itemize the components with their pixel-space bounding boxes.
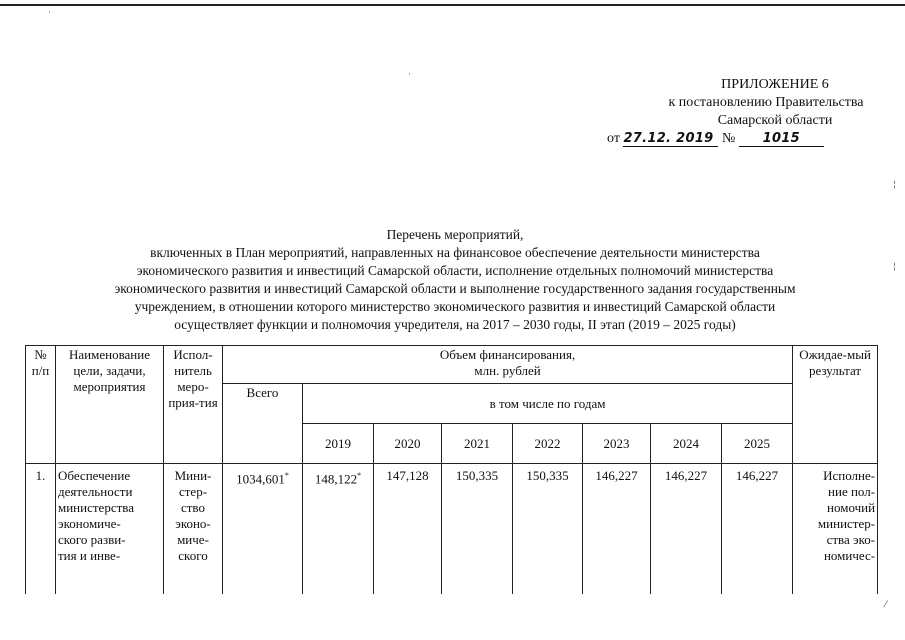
scan-speck: · (408, 70, 411, 80)
row-year-value: 146,227 (651, 464, 722, 594)
date-field (623, 131, 718, 147)
row-executor-line: стер- (178, 484, 208, 499)
header-year: 2020 (374, 424, 442, 464)
row-year-value: 146,227 (722, 464, 793, 594)
header-year: 2021 (442, 424, 513, 464)
row-executor-line: ство (180, 500, 205, 515)
header-year: 2023 (583, 424, 651, 464)
row-result-line: Исполне- (823, 468, 876, 483)
row-result-line: ства эко- (826, 532, 876, 547)
header-funding (223, 346, 793, 384)
row-result-line: ние пол- (828, 484, 876, 499)
table-row (26, 464, 878, 594)
row-result-line: министер- (817, 516, 876, 531)
row-name (56, 464, 164, 594)
scan-speck: ⁄ (885, 600, 887, 610)
title-line-5: учреждением, в отношении которого министерство экономического развития и инвестиций Самарской области (134, 299, 776, 314)
header-by-years: в том числе по годам (303, 384, 793, 424)
row-year-value (303, 464, 374, 594)
row-name-line: министерства (58, 500, 135, 515)
row-result-line: номочий (827, 500, 876, 515)
title-line-2: включенных в План мероприятий, направленных на финансовое обеспечение деятельности министерства (150, 245, 760, 260)
header-funding-line2: млн. рублей (474, 363, 541, 378)
number-field (739, 131, 824, 147)
number-value: 1015 (762, 131, 800, 146)
row-executor (164, 464, 223, 594)
title-line-4: экономического развития и инвестиций Самарской области и выполнение государственного задания государственным (114, 281, 796, 296)
header-year: 2022 (513, 424, 583, 464)
scan-speck: · (48, 8, 51, 18)
date-value: 27.12. 2019 (623, 131, 714, 146)
scan-speck: ¦ (893, 262, 897, 272)
row-total-value: 1034,601 (236, 471, 285, 487)
measures-table (25, 345, 878, 594)
row-year-value: 146,227 (583, 464, 651, 594)
header-year: 2024 (651, 424, 722, 464)
date-number-line (560, 130, 890, 148)
approval-block (560, 76, 890, 148)
row-name-line: Обеспечение (58, 468, 131, 483)
row-year-value: 147,128 (374, 464, 442, 594)
from-label: от (607, 131, 620, 146)
resolution-ref: к постановлению Правительства (668, 95, 864, 110)
row-executor-line: эконо- (175, 516, 211, 531)
footnote-mark: * (357, 471, 362, 480)
header-funding-line1: Объем финансирования, (439, 347, 576, 362)
row-total (223, 464, 303, 594)
header-total: Всего (223, 384, 303, 464)
title-line-3: экономического развития и инвестиций Самарской области, исполнение отдельных полномочий министерства (136, 263, 774, 278)
header-year: 2019 (303, 424, 374, 464)
header-num: № п/п (26, 346, 56, 464)
header-year: 2025 (722, 424, 793, 464)
row-executor-line: ского (178, 548, 208, 563)
appendix-label: ПРИЛОЖЕНИЕ 6 (721, 77, 829, 92)
scan-speck: ¦ (893, 180, 897, 190)
row-name-line: ского разви- (58, 532, 126, 547)
row-executor-line: миче- (177, 532, 209, 547)
document-title (60, 226, 850, 334)
row-num: 1. (26, 464, 56, 594)
row-name-line: тия и инве- (58, 548, 121, 563)
row-result-line: номичес- (823, 548, 876, 563)
row-name-line: деятельности (58, 484, 133, 499)
row-year-value: 150,335 (513, 464, 583, 594)
header-name: Наименование цели, задачи, мероприятия (56, 346, 164, 464)
header-result: Ожидае-мый результат (793, 346, 878, 464)
year-2019-value: 148,122 (314, 471, 358, 487)
region-name: Самарской области (717, 113, 833, 128)
title-line-6: осуществляет функции и полномочия учредителя, на 2017 – 2030 годы, II этап (2019 – 2025 годы) (174, 317, 736, 332)
number-label: № (721, 131, 736, 146)
title-line-1: Перечень мероприятий, (386, 227, 524, 242)
footnote-mark: * (284, 471, 289, 480)
page-top-edge (0, 4, 905, 6)
row-year-value: 150,335 (442, 464, 513, 594)
row-name-line: экономиче- (58, 516, 121, 531)
header-executor: Испол-нитель меро-прия-тия (164, 346, 223, 464)
row-executor-line: Мини- (174, 468, 212, 483)
row-result (793, 464, 878, 594)
